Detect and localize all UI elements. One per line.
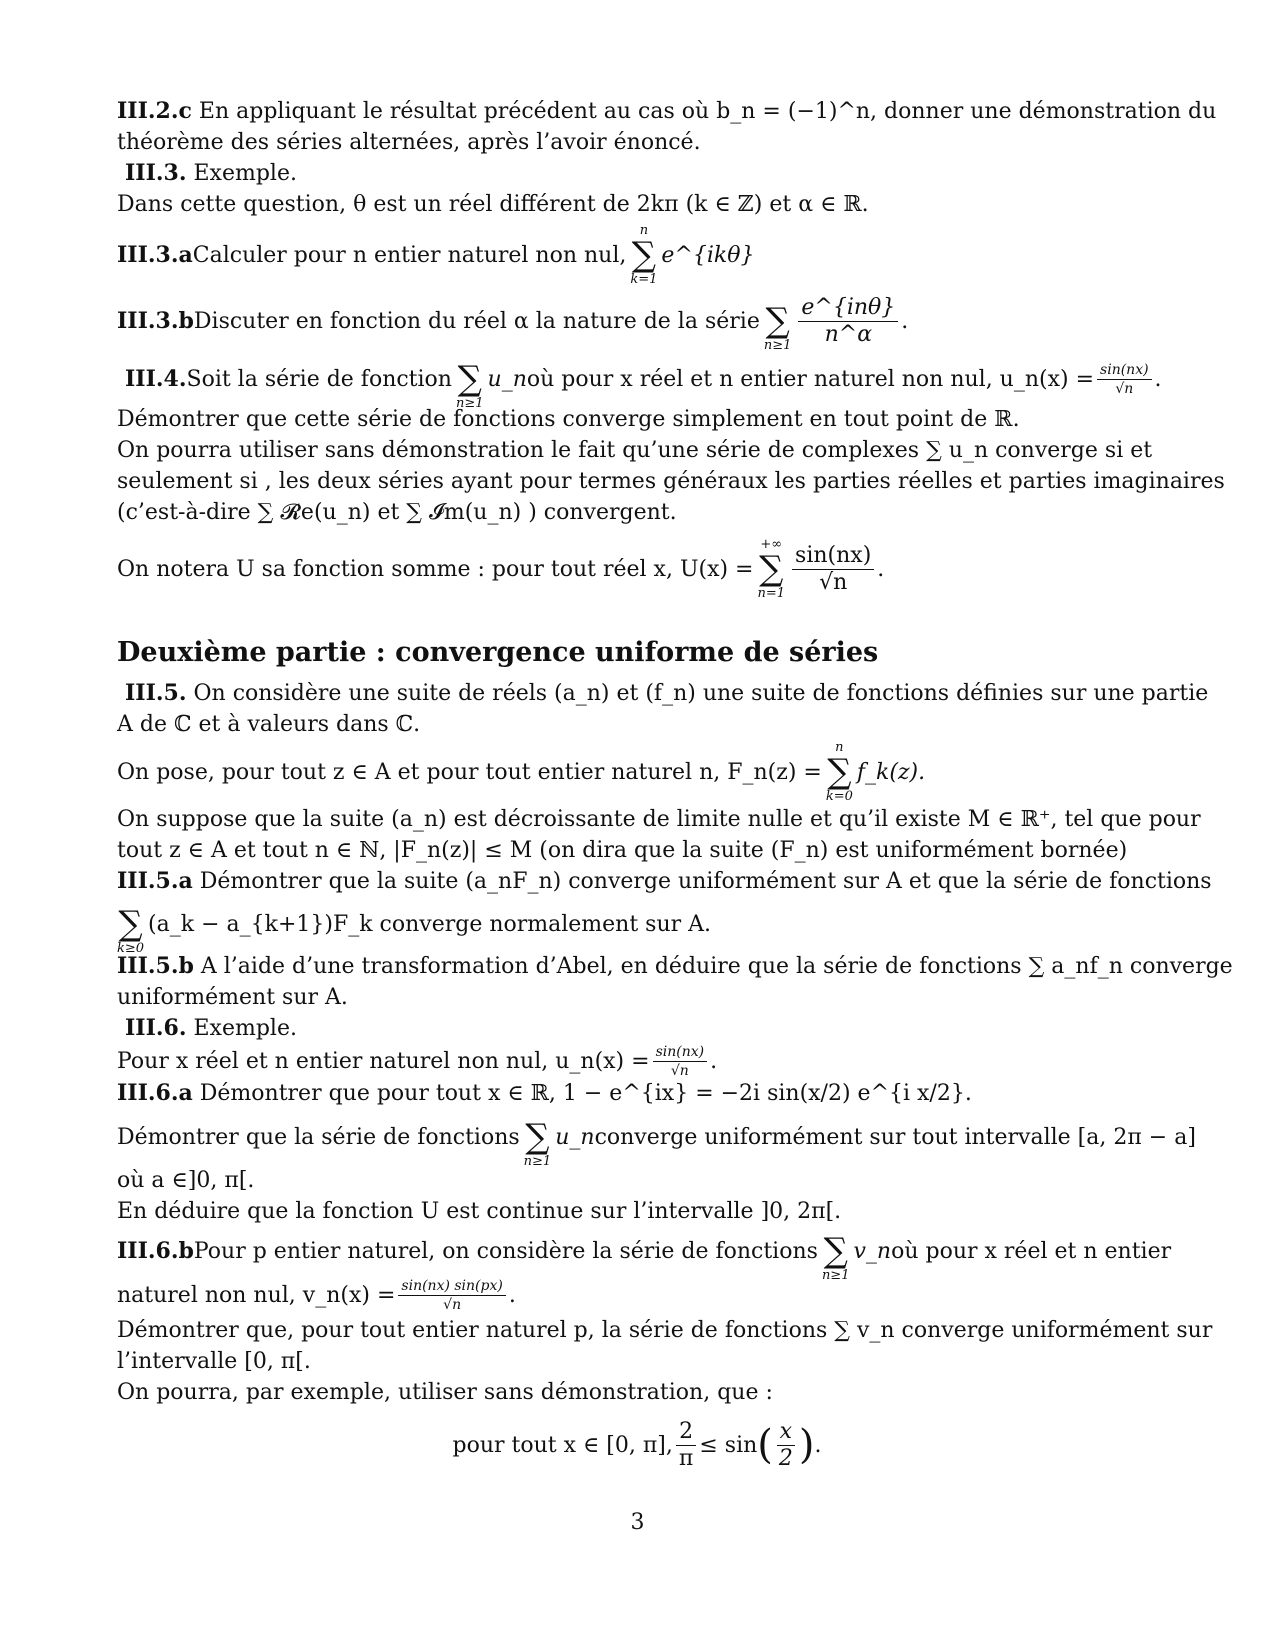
paragraph-text: théorème des séries alternées, après l’avoir énoncé. — [117, 130, 701, 155]
sum-operator: ∑ k≥0 — [117, 904, 145, 956]
sum-term: u_n — [487, 366, 527, 392]
paragraph-text: A de ℂ et à valeurs dans ℂ. — [117, 712, 421, 737]
fraction — [798, 294, 898, 347]
question-label: III.2.c — [117, 98, 192, 124]
sum-operator: n ∑ k=0 — [825, 740, 853, 804]
paragraph-III-6-b — [117, 1227, 1172, 1283]
fraction — [792, 542, 874, 595]
punctuation: . — [710, 1048, 718, 1074]
question-label: III.3.a — [117, 241, 193, 268]
paragraph-III-6 — [117, 1013, 1157, 1044]
paragraph-text: (c’est-à-dire ∑ 𝓡e(u_n) et ∑ 𝓘m(u_n) ) convergent. — [117, 500, 677, 525]
left-paren: ( — [757, 1422, 773, 1468]
sum-operator: ∑ n≥1 — [821, 1231, 850, 1283]
sum-upper: +∞ — [760, 537, 783, 552]
paragraph-text: Démontrer que la série de fonctions — [117, 1124, 520, 1150]
question-text: En appliquant le résultat précédent au cas où b_n = (−1)^n, donner une démonstration du — [191, 99, 1217, 124]
sum-operator: ∑ n≥1 — [523, 1117, 552, 1169]
paragraph-text: seulement si , les deux séries ayant pour termes généraux les parties réelles et parties imaginaires — [117, 469, 1225, 494]
fraction-numerator: sin(nx) sin(px) — [398, 1279, 505, 1296]
sum-lower: n≥1 — [821, 1268, 850, 1283]
question-text: où pour x réel et n entier — [891, 1238, 1172, 1264]
paragraph-text: converge uniformément sur tout intervalle [a, 2π − a] — [594, 1124, 1196, 1150]
fraction-numerator: sin(nx) — [1097, 363, 1152, 380]
paragraph-text: On suppose que la suite (a_n) est décroissante de limite nulle et qu’il existe M ∈ ℝ⁺, tel que pour — [117, 807, 1201, 832]
sum-term: e^{ikθ} — [661, 242, 755, 268]
fraction-denominator: √n — [670, 1062, 689, 1079]
fraction-denominator: 2 — [778, 1445, 793, 1471]
section-heading: Deuxième partie : convergence uniforme de séries — [117, 637, 879, 668]
sum-term: f_k(z). — [856, 759, 926, 785]
paragraph-III-2-c — [117, 96, 1217, 127]
question-label: III.6.b — [117, 1237, 194, 1264]
paragraph-III-3 — [117, 158, 1157, 189]
question-text: Exemple. — [186, 161, 297, 186]
question-label: III.6. — [125, 1015, 187, 1041]
question-text: où pour x réel et n entier naturel non nul, u_n(x) = — [526, 366, 1095, 392]
question-text: Exemple. — [186, 1016, 297, 1041]
sum-term: v_n — [853, 1238, 892, 1264]
paragraph-III-4 — [117, 354, 1162, 411]
fraction-denominator: √n — [819, 569, 848, 595]
paragraph-text: pour tout x ∈ [0, π], — [452, 1432, 673, 1458]
paragraph-text: On pose, pour tout z ∈ A et pour tout entier naturel n, F_n(z) = — [117, 759, 822, 785]
paragraph-III-6-a — [117, 1078, 1157, 1109]
question-label: III.3.b — [117, 307, 194, 334]
sum-operator: n ∑ k=1 — [630, 223, 658, 287]
paragraph-text: On pourra utiliser sans démonstration le fait qu’une série de complexes ∑ u_n converge si et — [117, 438, 1153, 463]
fraction-numerator: sin(nx) — [792, 545, 874, 570]
fraction-denominator: √n — [1115, 380, 1134, 397]
fraction-numerator: e^{inθ} — [798, 297, 898, 322]
sum-lower: n≥1 — [763, 338, 792, 353]
paragraph-III-5 — [117, 678, 1209, 709]
paragraph-III-3-b — [117, 288, 1157, 354]
paragraph-text: naturel non nul, v_n(x) = — [117, 1282, 396, 1308]
sum-lower: n≥1 — [523, 1154, 552, 1169]
punctuation: . — [814, 1432, 822, 1458]
question-text: On considère une suite de réels (a_n) et (f_n) une suite de fonctions définies sur une partie — [186, 681, 1209, 706]
question-label: III.6.a — [117, 1080, 193, 1106]
paragraph-III-3-a — [117, 222, 1157, 288]
question-text: Discuter en fonction du réel α la nature de la série — [193, 308, 760, 334]
question-label: III.3. — [125, 160, 187, 186]
fraction-denominator: n^α — [824, 321, 873, 347]
paragraph-III-5-b — [117, 951, 1233, 982]
question-label: III.5.a — [117, 868, 193, 894]
sum-lower: n=1 — [757, 586, 786, 601]
fraction — [653, 1045, 708, 1078]
question-text: Démontrer que pour tout x ∈ ℝ, 1 − e^{ix} = −2i sin(x/2) e^{i x/2}. — [192, 1081, 972, 1106]
punctuation: . — [877, 556, 885, 582]
fraction-numerator: x — [777, 1421, 795, 1446]
paragraph-text: Démontrer que cette série de fonctions converge simplement en tout point de ℝ. — [117, 407, 1020, 432]
paragraph-text: l’intervalle [0, π[. — [117, 1349, 311, 1374]
function-definition — [117, 1275, 1157, 1315]
question-text: Démontrer que la suite (a_nF_n) converge uniformément sur A et que la série de fonctions — [192, 869, 1212, 894]
function-definition — [117, 1044, 1157, 1078]
sum-term: u_n — [555, 1124, 595, 1150]
fraction-numerator: sin(nx) — [653, 1045, 708, 1062]
punctuation: . — [901, 308, 909, 334]
paragraph-text: Dans cette question, θ est un réel différent de 2kπ (k ∈ ℤ) et α ∈ ℝ. — [117, 192, 869, 217]
paragraph-text: Démontrer que, pour tout entier naturel p, la série de fonctions ∑ v_n converge uniformément sur — [117, 1318, 1213, 1343]
punctuation: . — [1154, 366, 1162, 392]
paragraph-text: On notera U sa fonction somme : pour tout réel x, U(x) = — [117, 556, 754, 582]
paragraph-text: où a ∈]0, π[. — [117, 1168, 255, 1193]
question-text: Pour p entier naturel, on considère la série de fonctions — [193, 1238, 818, 1264]
sum-operator: +∞ ∑ n=1 — [757, 537, 786, 601]
question-label: III.5. — [125, 680, 187, 706]
paragraph-III-5-a — [117, 866, 1212, 897]
question-text: Soit la série de fonction — [186, 366, 452, 392]
fraction — [776, 1418, 796, 1471]
right-paren: ) — [798, 1422, 815, 1468]
sum-operator: ∑ n≥1 — [455, 359, 484, 411]
sum-function-definition — [117, 528, 1157, 610]
fraction-numerator: 2 — [676, 1421, 696, 1446]
page-number: 3 — [630, 1510, 645, 1535]
uniform-convergence-statement — [117, 1109, 1196, 1169]
question-text: A l’aide d’une transformation d’Abel, en déduire que la série de fonctions ∑ a_nf_n converge — [193, 954, 1233, 979]
fraction — [1097, 363, 1152, 396]
paragraph-text: (a_k − a_{k+1})F_k converge normalement sur A. — [148, 911, 712, 937]
fraction — [676, 1418, 696, 1471]
paragraph-text: uniformément sur A. — [117, 985, 348, 1010]
paragraph-text: Pour x réel et n entier naturel non nul, u_n(x) = — [117, 1048, 650, 1074]
partial-sum-definition — [117, 740, 1157, 804]
paragraph-text: On pourra, par exemple, utiliser sans démonstration, que : — [117, 1380, 773, 1405]
fraction-denominator: √n — [443, 1296, 462, 1313]
sum-lower: k=1 — [630, 272, 658, 287]
sum-upper: n — [639, 223, 649, 238]
inequality-text: ≤ sin — [699, 1432, 758, 1458]
sum-operator: ∑ n≥1 — [763, 301, 792, 353]
fraction-denominator: π — [678, 1445, 694, 1471]
document-page — [117, 96, 1233, 1482]
sum-upper: n — [835, 740, 844, 755]
sum-lower: k≥0 — [117, 941, 145, 956]
question-label: III.5.b — [117, 953, 194, 979]
sum-lower: n≥1 — [455, 396, 484, 411]
fraction — [398, 1279, 505, 1312]
paragraph-text: tout z ∈ A et tout n ∈ ℕ, |F_n(z)| ≤ M (on dira que la suite (F_n) est uniformément bornée) — [117, 838, 1128, 863]
question-label: III.4. — [125, 365, 187, 392]
normal-convergence-statement — [117, 897, 1157, 956]
displayed-inequality — [117, 1408, 1157, 1482]
sum-lower: k=0 — [825, 789, 853, 804]
punctuation: . — [508, 1282, 516, 1308]
paragraph-text: En déduire que la fonction U est continue sur l’intervalle ]0, 2π[. — [117, 1199, 842, 1224]
question-text: Calculer pour n entier naturel non nul, — [192, 242, 627, 268]
